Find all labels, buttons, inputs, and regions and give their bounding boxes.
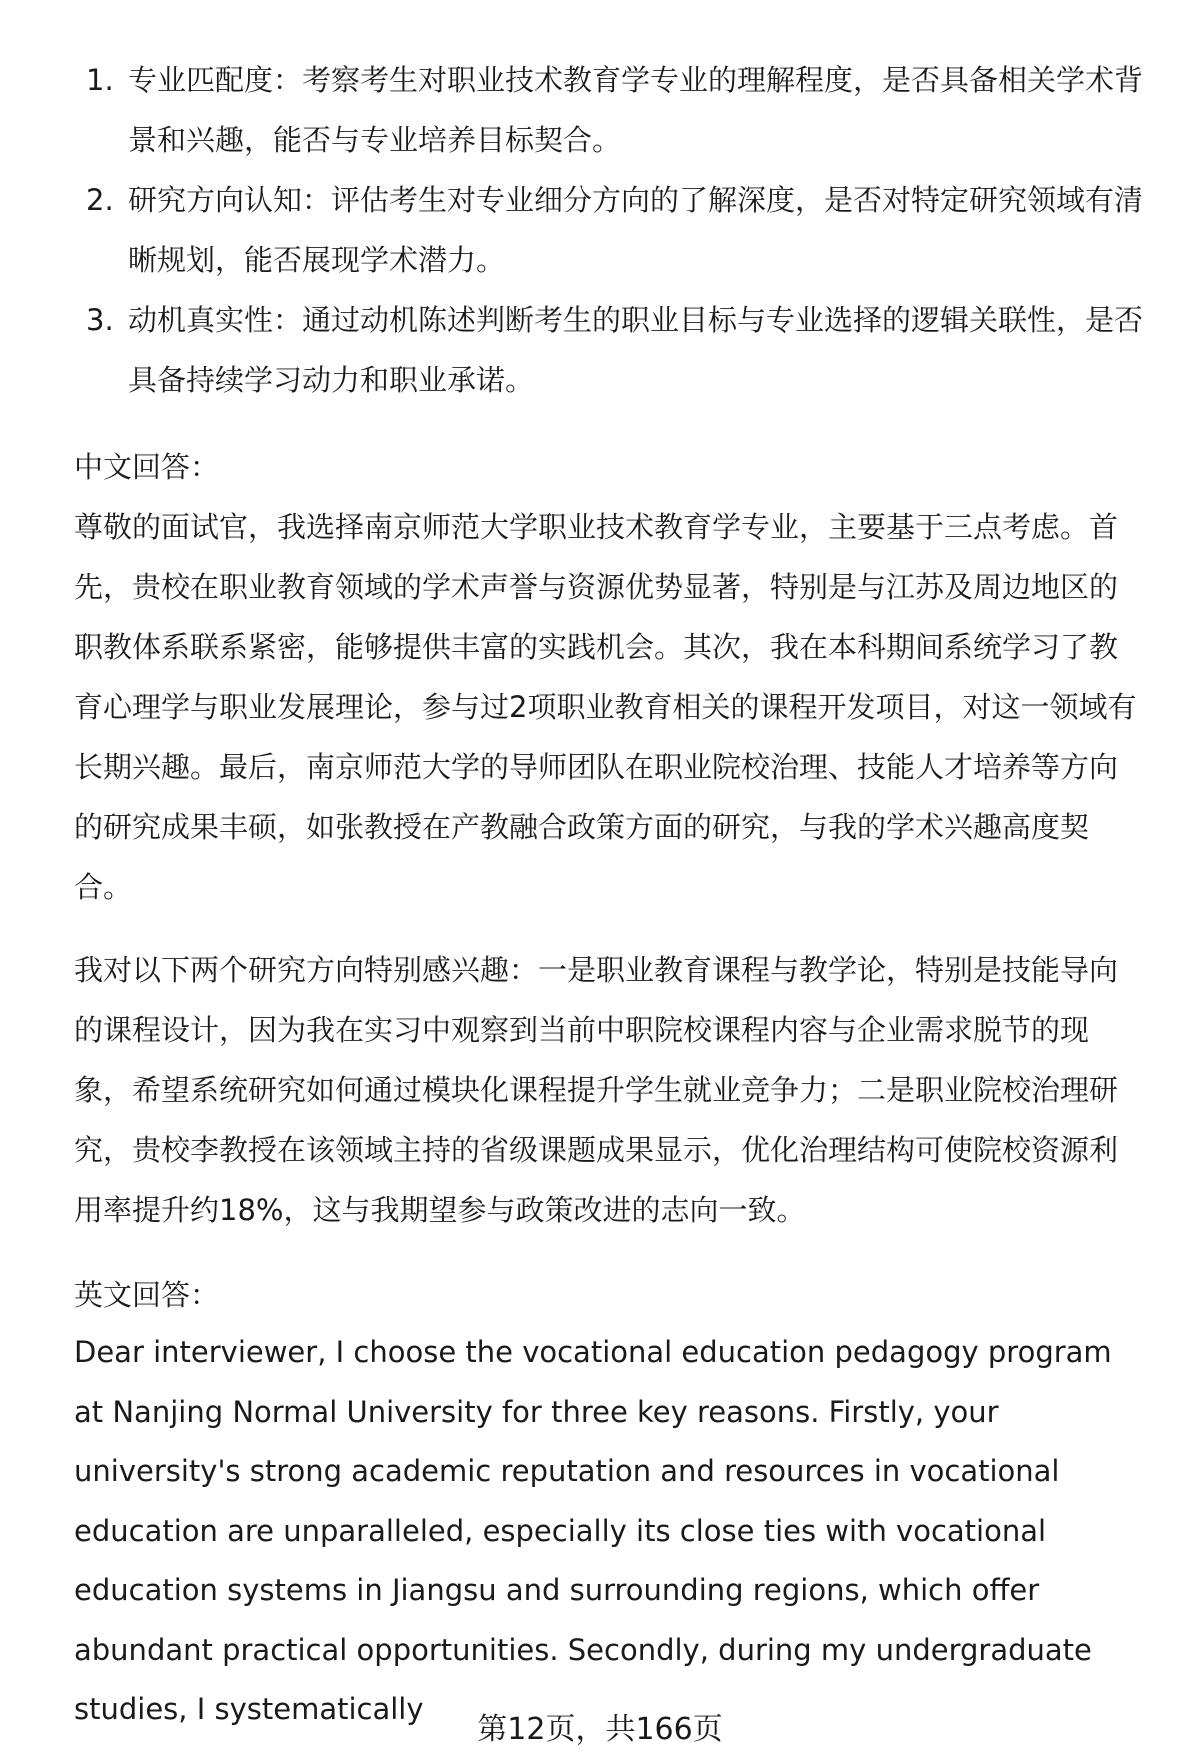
english-answer-paragraph-1: Dear interviewer, I choose the vocational education pedagogy program at Nanjing Normal University for three key reasons. Firstly, your university's strong academic reputation and resources in vocational education are unparalleled, especially its close ties with vocational education systems in Jiangsu and surrounding regions, which offer abundant practical opportunities. Secondly, during my undergraduate studies, I systematically	[74, 1335, 1112, 1726]
english-answer-label: 英文回答：	[74, 1278, 220, 1312]
criteria-number: 2.	[86, 183, 114, 217]
evaluation-criteria-list	[74, 50, 1154, 410]
criteria-number: 1.	[86, 63, 114, 97]
criteria-item	[74, 50, 1154, 170]
criteria-item	[74, 290, 1154, 410]
criteria-text: 专业匹配度：考察考生对职业技术教育学专业的理解程度，是否具备相关学术背景和兴趣，能否与专业培养目标契合。	[128, 63, 1144, 157]
chinese-answer-label: 中文回答：	[74, 450, 220, 484]
chinese-answer-paragraph-1: 尊敬的面试官，我选择南京师范大学职业技术教育学专业，主要基于三点考虑。首先，贵校在职业教育领域的学术声誉与资源优势显著，特别是与江苏及周边地区的职教体系联系紧密，能够提供丰富的实践机会。其次，我在本科期间系统学习了教育心理学与职业发展理论，参与过2项职业教育相关的课程开发项目，对这一领域有长期兴趣。最后，南京师范大学的导师团队在职业院校治理、技能人才培养等方向的研究成果丰硕，如张教授在产教融合政策方面的研究，与我的学术兴趣高度契合。	[74, 510, 1137, 904]
criteria-number: 3.	[86, 303, 114, 337]
chinese-answer-paragraph-2: 我对以下两个研究方向特别感兴趣：一是职业教育课程与教学论，特别是技能导向的课程设计，因为我在实习中观察到当前中职院校课程内容与企业需求脱节的现象，希望系统研究如何通过模块化课程提升学生就业竞争力；二是职业院校治理研究，贵校李教授在该领域主持的省级课题成果显示，优化治理结构可使院校资源利用率提升约18%，这与我期望参与政策改进的志向一致。	[74, 953, 1119, 1227]
criteria-text: 研究方向认知：评估考生对专业细分方向的了解深度，是否对特定研究领域有清晰规划，能否展现学术潜力。	[128, 183, 1144, 277]
page-number-footer: 第12页，共166页	[477, 1712, 723, 1747]
criteria-text: 动机真实性：通过动机陈述判断考生的职业目标与专业选择的逻辑关联性，是否具备持续学习动力和职业承诺。	[128, 303, 1144, 397]
criteria-item	[74, 170, 1154, 290]
